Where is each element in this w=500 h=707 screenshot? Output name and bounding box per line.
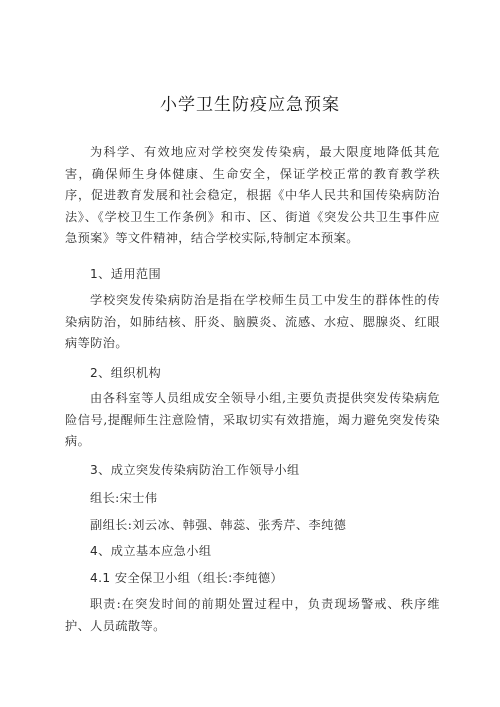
section-heading-organization: 2、组织机构 (90, 366, 162, 380)
section-heading-emergency-group: 4、成立基本应急小组 (90, 544, 212, 558)
section-heading-leadership-group: 3、成立突发传染病防治工作领导小组 (90, 463, 300, 477)
document-title: 小学卫生防疫应急预案 (160, 95, 340, 115)
section-body-organization: 由各科室等人员组成安全领导小组,主要负责提供突发传染病危险信号,提醒师生注意险情，采取切实有效措施，竭力避免突发传染病。 (65, 391, 440, 448)
sub-heading-security-group: 4.1 安全保卫小组（组长:李纯德） (90, 571, 283, 585)
group-deputy-leaders: 副组长:刘云冰、韩强、韩蕊、张秀芹、李纯德 (90, 518, 347, 532)
intro-paragraph: 为科学、有效地应对学校突发传染病，最大限度地降低其危害，确保师生身体健康、生命安全，保证学校正常的教育教学秩序，促进教育发展和社会稳定，根据《中华人民共和国传染病防治法》、《学校卫生工作条例》和市、区、街道《突发公共卫生事件应急预案》等文件精神，结合学校实际,特制定本预案。 (65, 145, 440, 245)
section-body-scope: 学校突发传染病防治是指在学校师生员工中发生的群体性的传染病防治，如肺结核、肝炎、脑膜炎、流感、水痘、腮腺炎、红眼病等防治。 (65, 293, 440, 350)
group-leader: 组长:宋士伟 (90, 491, 158, 505)
section-heading-scope: 1、适用范围 (90, 267, 162, 281)
section-body-security-duties: 职责:在突发时间的前期处置过程中，负责现场警戒、秩序维护、人员疏散等。 (65, 597, 440, 633)
